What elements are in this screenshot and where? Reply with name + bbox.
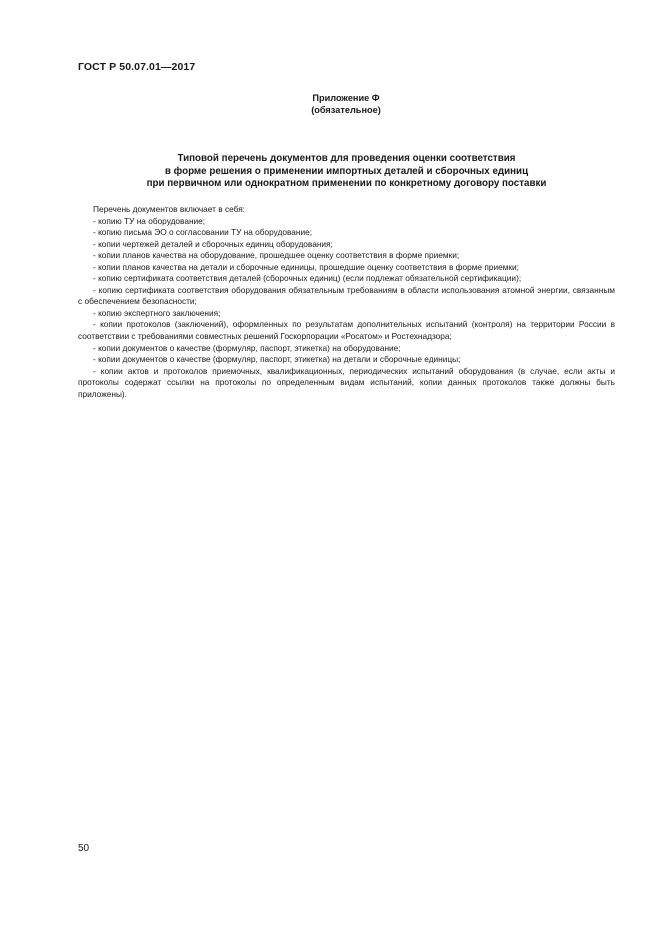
list-item: - копию сертификата соответствия оборудования обязательным требованиям в области использования атомной энергии, связанным с обеспечением безопасности;: [78, 284, 615, 307]
standard-code: ГОСТ Р 50.07.01—2017: [78, 61, 196, 73]
list-item: - копии планов качества на детали и сборочные единицы, прошедшие оценку соответствия в форме приемки;: [93, 261, 519, 272]
list-item: - копию письма ЭО о согласовании ТУ на оборудование;: [93, 227, 313, 238]
annex-title: Приложение Ф: [312, 93, 380, 103]
list-item: - копии протоколов (заключений), оформленных по результатам дополнительных испытаний (контроля) на территории России в соответствии с требованиями совместных решений Госкорпорации «Росатом» и Ростехнадзора;: [78, 319, 615, 342]
document-body: [78, 204, 615, 400]
title-line: при первичном или однократном применении по конкретному договору поставки: [146, 178, 547, 190]
list-item: - копию экспертного заключения;: [93, 307, 221, 318]
list-item: - копии документов о качестве (формуляр, паспорт, этикетка) на детали и сборочные единицы;: [93, 354, 461, 365]
list-item: - копии документов о качестве (формуляр, паспорт, этикетка) на оборудование;: [93, 342, 401, 353]
annex-status: (обязательное): [311, 105, 381, 115]
document-title: [78, 153, 615, 191]
page-number: 50: [78, 843, 90, 854]
list-item: - копии актов и протоколов приемочных, квалификационных, периодических испытаний оборудования (в случае, если акты и протоколы содержат ссылки на протоколы по определенным видам испытаний, копии данных протоколов также должны быть приложены).: [78, 365, 615, 399]
title-line: Типовой перечень документов для проведения оценки соответствия: [177, 153, 516, 164]
list-item: - копии планов качества на оборудование, прошедшее оценку соответствия в форме приемки;: [93, 250, 460, 261]
intro-paragraph: Перечень документов включает в себя:: [93, 204, 245, 214]
list-item: - копию сертификата соответствия деталей (сборочных единиц) (если подлежат обязательной сертификации);: [93, 273, 522, 284]
list-item: - копии чертежей деталей и сборочных единиц оборудования;: [93, 238, 333, 249]
annex-heading: [250, 92, 442, 116]
title-line: в форме решения о применении импортных деталей и сборочных единиц: [164, 165, 529, 177]
list-item: - копию ТУ на оборудование;: [93, 215, 206, 226]
